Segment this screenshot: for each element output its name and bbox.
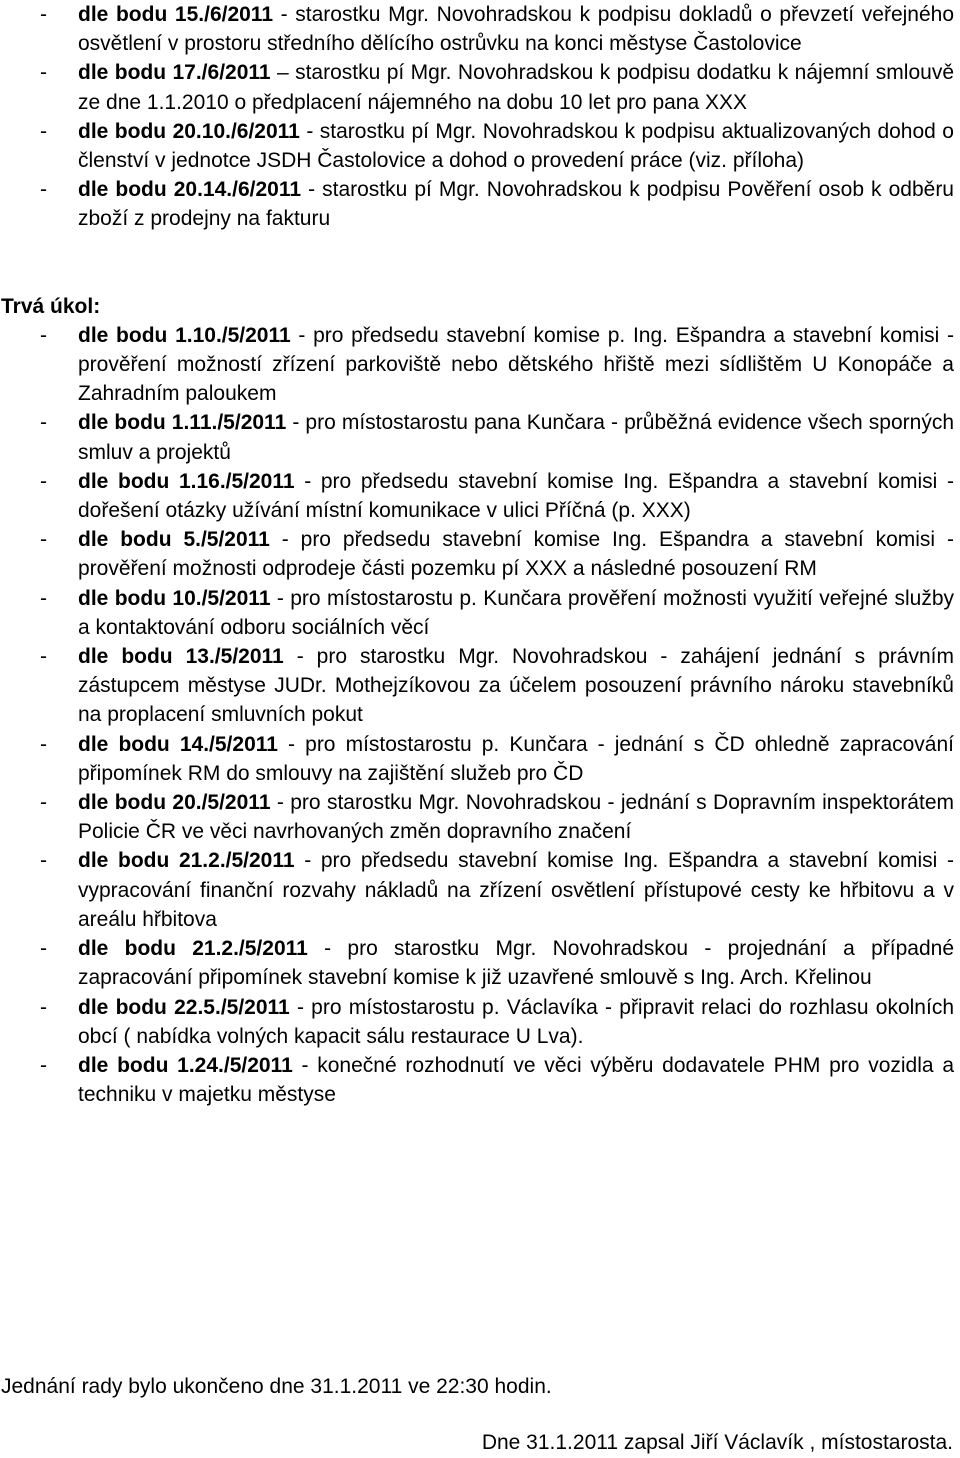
list-item (0, 788, 960, 846)
item-text: - pro místostarostu p. Kunčara - jednání s ČD ohledně zapracování připomínek RM do smlouvy na zajištění služeb pro ČD (78, 732, 954, 785)
item-text: - pro místostarostu pana Kunčara - průběžná evidence všech sporných smluv a projektů (78, 411, 955, 464)
list-item (0, 117, 960, 175)
list-dash: - (40, 178, 47, 202)
list-dash: - (40, 995, 47, 1019)
list-item (0, 584, 960, 642)
item-reference: dle bodu 15./6/2011 (78, 3, 274, 26)
list-dash: - (40, 1053, 47, 1077)
list-item (0, 321, 960, 409)
item-text: - pro místostarostu p. Kunčara prověření možnosti využití veřejné služby a kontaktování odboru sociálních věcí (78, 586, 954, 639)
item-text: - starostku pí Mgr. Novohradskou k podpisu aktualizovaných dohod o členství v jednotce JSDH Častolovice a dohod o provedení práce (viz. příloha) (78, 119, 954, 173)
item-reference: dle bodu 20.14./6/2011 (78, 178, 302, 202)
item-text: - pro předsedu stavební komise Ing. Ešpandra a stavební komisi - vypracování finanční rozvahy nákladů na zřízení osvětlení přístupové cesty ke hřbitovu a v areálu hřbitova (78, 849, 954, 931)
signature-line: Dne 31.1.2011 zapsal Jiří Václavík , místostarosta. (481, 1431, 953, 1454)
list-item (0, 1051, 960, 1109)
list-dash: - (40, 469, 47, 493)
list-item (0, 993, 960, 1051)
item-text: - starostku pí Mgr. Novohradskou k podpisu Pověření osob k odběru zboží z prodejny na fakturu (78, 178, 954, 231)
tasks-heading: Trvá úkol: (1, 294, 101, 318)
item-reference: dle bodu 14./5/2011 (78, 732, 278, 756)
task-item-list (0, 321, 960, 1109)
list-dash: - (40, 937, 47, 961)
list-item (0, 175, 960, 233)
item-text: - pro starostku Mgr. Novohradskou - projednání a případné zapracování připomínek stavební komise k již uzavřené smlouvě s Ing. Arch. Křelinou (78, 937, 955, 990)
item-reference: dle bodu 10./5/2011 (78, 586, 271, 610)
item-reference: dle bodu 1.24./5/2011 (78, 1053, 293, 1077)
item-reference: dle bodu 21.2./5/2011 (78, 937, 308, 961)
item-reference: dle bodu 17./6/2011 (78, 61, 271, 85)
item-text: - pro místostarostu p. Václavíka - připravit relaci do rozhlasu okolních obcí ( nabídka volných kapacit sálu restaurace U Lva). (78, 995, 954, 1048)
list-item (0, 642, 960, 730)
item-text: - pro starostku Mgr. Novohradskou - zahájení jednání s právním zástupcem městyse JUDr. Mothejzíkovou za účelem posouzení právního nároku stavebníků na proplacení smluvních pokut (78, 645, 954, 727)
item-reference: dle bodu 20./5/2011 (78, 791, 271, 815)
item-text: - pro starostku Mgr. Novohradskou - jednání s Dopravním inspektorátem Policie ČR ve věci navrhovaných změn dopravního značení (78, 791, 954, 844)
item-reference: dle bodu 1.11./5/2011 (78, 411, 287, 435)
list-dash: - (40, 411, 47, 435)
list-dash: - (40, 586, 47, 610)
list-item (0, 408, 960, 466)
item-text: – starostku pí Mgr. Novohradskou k podpisu dodatku k nájemní smlouvě ze dne 1.1.2010 o předplacení nájemného na dobu 10 let pro pana XXX (78, 61, 955, 114)
list-dash: - (40, 61, 47, 85)
item-text: - pro předsedu stavební komise Ing. Ešpandra a stavební komisi - prověření možnosti odprodeje části pozemku pí XXX a následné posouzení RM (78, 528, 954, 581)
list-dash: - (40, 3, 47, 26)
list-dash: - (40, 645, 47, 669)
item-text: - konečné rozhodnutí ve věci výběru dodavatele PHM pro vozidla a techniku v majetku městyse (78, 1053, 954, 1107)
top-item-list (0, 0, 960, 234)
list-item (0, 58, 960, 116)
list-item (0, 525, 960, 583)
list-dash: - (40, 323, 47, 347)
item-text: - pro předsedu stavební komise p. Ing. Ešpandra a stavební komisi - prověření možností zřízení parkoviště nebo dětského hřiště mezi sídlištěm U Konopáče a Zahradním paloukem (78, 323, 955, 406)
item-text: - pro předsedu stavební komise Ing. Ešpandra a stavební komisi - dořešení otázky užívání místní komunikace v ulici Příčná (p. XXX) (78, 469, 954, 523)
list-item (0, 467, 960, 525)
closing-statement: Jednání rady bylo ukončeno dne 31.1.2011 ve 22:30 hodin. (1, 1375, 552, 1398)
item-reference: dle bodu 5./5/2011 (78, 528, 270, 552)
item-text: - starostku Mgr. Novohradskou k podpisu dokladů o převzetí veřejného osvětlení v prostoru středního dělícího ostrůvku na konci městyse Častolovice (78, 3, 954, 56)
item-reference: dle bodu 1.10./5/2011 (78, 323, 291, 347)
list-dash: - (40, 528, 47, 552)
list-item (0, 934, 960, 992)
list-item (0, 0, 960, 58)
item-reference: dle bodu 13./5/2011 (78, 645, 284, 669)
list-dash: - (40, 791, 47, 815)
item-reference: dle bodu 22.5./5/2011 (78, 995, 290, 1019)
list-dash: - (40, 119, 47, 143)
list-item (0, 846, 960, 934)
item-reference: dle bodu 1.16./5/2011 (78, 469, 295, 493)
list-dash: - (40, 732, 47, 756)
list-dash: - (40, 849, 47, 873)
item-reference: dle bodu 21.2./5/2011 (78, 849, 295, 873)
item-reference: dle bodu 20.10./6/2011 (78, 119, 300, 143)
list-item (0, 730, 960, 788)
